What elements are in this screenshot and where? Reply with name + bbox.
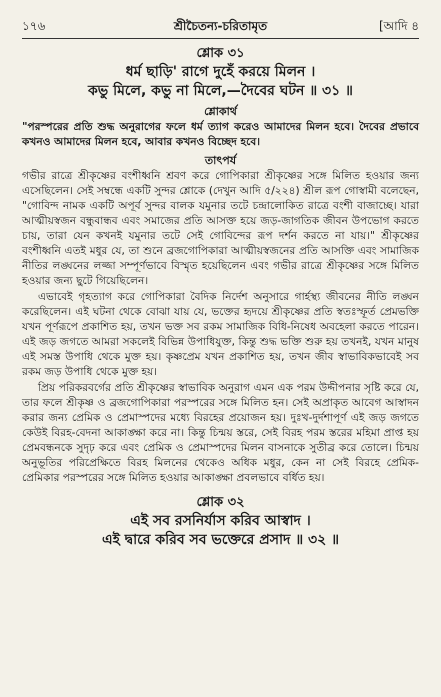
purport-paragraph: এভাবেই গৃহত্যাগ করে গোপিকারা বৈদিক নির্দেশ অনুসারে গার্হস্থ্য জীবনের নীতি লঙ্ঘন করেছিলেন। এই ঘটনা থেকে বোঝা যায় যে, ভক্তের হৃদয়ে শ্রীকৃষ্ণের প্রতি স্বতঃস্ফূর্ত প্রেমভক্তি যখন পূর্ণরূপে প্রকাশিত হয়, তখন ভক্ত সব রকম সামাজিক বিধি-নিষেধ অবহেলা করতে পারেন। এই জড় জগতে আমরা সকলেই বিভিন্ন উপাধিযুক্ত, কিন্তু শুদ্ধ ভক্তি শুরু হয় তখনই, যখন মানুষ এই সমস্ত উপাধি থেকে মুক্ত হয়। কৃষ্ণপ্রেম যখন প্রকাশিত হয়, তখন জীব স্বাভাবিকভাবেই সব রকম জড় উপাধি থেকে মুক্ত হয়। xyxy=(22,291,419,378)
purport-heading: তাৎপর্য xyxy=(204,154,237,167)
page-number: ১৭৬ xyxy=(22,19,46,33)
verse-32-line-2: এই দ্বারে করিব সব ভক্তেরে প্রসাদ ॥ ৩২ ॥ xyxy=(101,532,340,548)
verse-31-heading: শ্লোক ৩১ xyxy=(196,46,245,61)
purport-text xyxy=(22,169,419,486)
translation-heading: শ্লোকার্থ xyxy=(204,105,237,118)
header-rule xyxy=(22,38,419,39)
page-body xyxy=(22,44,419,550)
purport-paragraph: প্রিয় পরিকরবর্গের প্রতি শ্রীকৃষ্ণের স্বাভাবিক অনুরাগ এমন এক পরম উদ্দীপনার সৃষ্টি করে যে, তার ফলে শ্রীকৃষ্ণ ও ব্রজগোপিকারা পরস্পরের সঙ্গে মিলিত হন। সেই অপ্রাকৃত আবেগ আস্বাদন করার জন্য প্রেমিক ও প্রেমাস্পদের মধ্যে বিরহের প্রয়োজন হয়। দুঃখ-দুর্দশাপূর্ণ এই জড় জগতে কেউই বিরহ-বেদনা আকাঙ্ক্ষা করে না। কিন্তু চিন্ময় স্তরে, সেই বিরহ পরম স্তরের মহিমা প্রাপ্ত হয় প্রেমবন্ধনকে সুদৃঢ় করে এবং প্রেমিক ও প্রেমাস্পদের মিলন বাসনাকে সুতীব্র করে তোলে। চিন্ময় অনুভূতির পরিপ্রেক্ষিতে বিরহ মিলনের থেকেও অধিক মধুর, কেন না সেই বিরহে প্রেমিক-প্রেমিকার পরস্পরের সঙ্গে মিলিত হওয়ার আকাঙ্ক্ষা প্রবলভাবে বর্ধিত হয়। xyxy=(22,382,419,484)
verse-32-heading: শ্লোক ৩২ xyxy=(196,495,245,510)
chapter-marker: [আদি ৪ xyxy=(378,19,419,33)
purport-paragraph: গভীর রাত্রে শ্রীকৃষ্ণের বংশীধ্বনি শ্রবণ করে গোপিকারা শ্রীকৃষ্ণের সঙ্গে মিলিত হওয়ার জন্য এসেছিলেন। সেই সম্বন্ধে একটি সুন্দর শ্লোকে (দেখুন আদি ৫/২২৪) শ্রীল রূপ গোস্বামী বলেছেন, "গোবিন্দ নামক একটি অপূর্ব সুন্দর বালক যমুনার তটে চন্দ্রালোকিত রাত্রে বংশী বাজাচ্ছে। যারা আত্মীয়স্বজন বন্ধুবান্ধব এবং সমাজের প্রতি আসক্ত হয়ে জড়-জাগতিক জীবন উপভোগ করতে চায়, তারা যেন কখনই যমুনার তটে সেই গোবিন্দের রূপ দর্শন করতে না যায়।" শ্রীকৃষ্ণের বংশীধ্বনি এতই মধুর যে, তা শুনে ব্রজগোপিকারা আত্মীয়স্বজনের প্রতি আসক্তি এবং সামাজিক নীতির লঙ্ঘনের লজ্জা সম্পূর্ণভাবে বিস্মৃত হয়েছিলেন এবং গভীর রাত্রে শ্রীকৃষ্ণের সঙ্গে মিলিত হওয়ার জন্য ছুটে গিয়েছিলেন। xyxy=(22,170,419,287)
translation-text: "পরস্পরের প্রতি শুদ্ধ অনুরাগের ফলে ধর্ম ত্যাগ করেও আমাদের মিলন হবে। দৈবের প্রভাবে কখনও আমাদের মিলন হবে, আবার কখনও বিচ্ছেদ হবে। xyxy=(22,121,419,148)
running-title: শ্রীচৈতন্য-চরিতামৃত xyxy=(173,19,268,33)
verse-32-line-1: এই সব রসনির্যাস করিব আস্বাদ । xyxy=(130,513,311,529)
running-header xyxy=(22,18,419,34)
verse-31-line-1: ধর্ম ছাড়ি' রাগে দুহেঁ করয়ে মিলন । xyxy=(125,64,316,80)
verse-31-line-2: কভু মিলে, কভু না মিলে,—দৈবের ঘটন ॥ ৩১ ॥ xyxy=(88,83,353,99)
